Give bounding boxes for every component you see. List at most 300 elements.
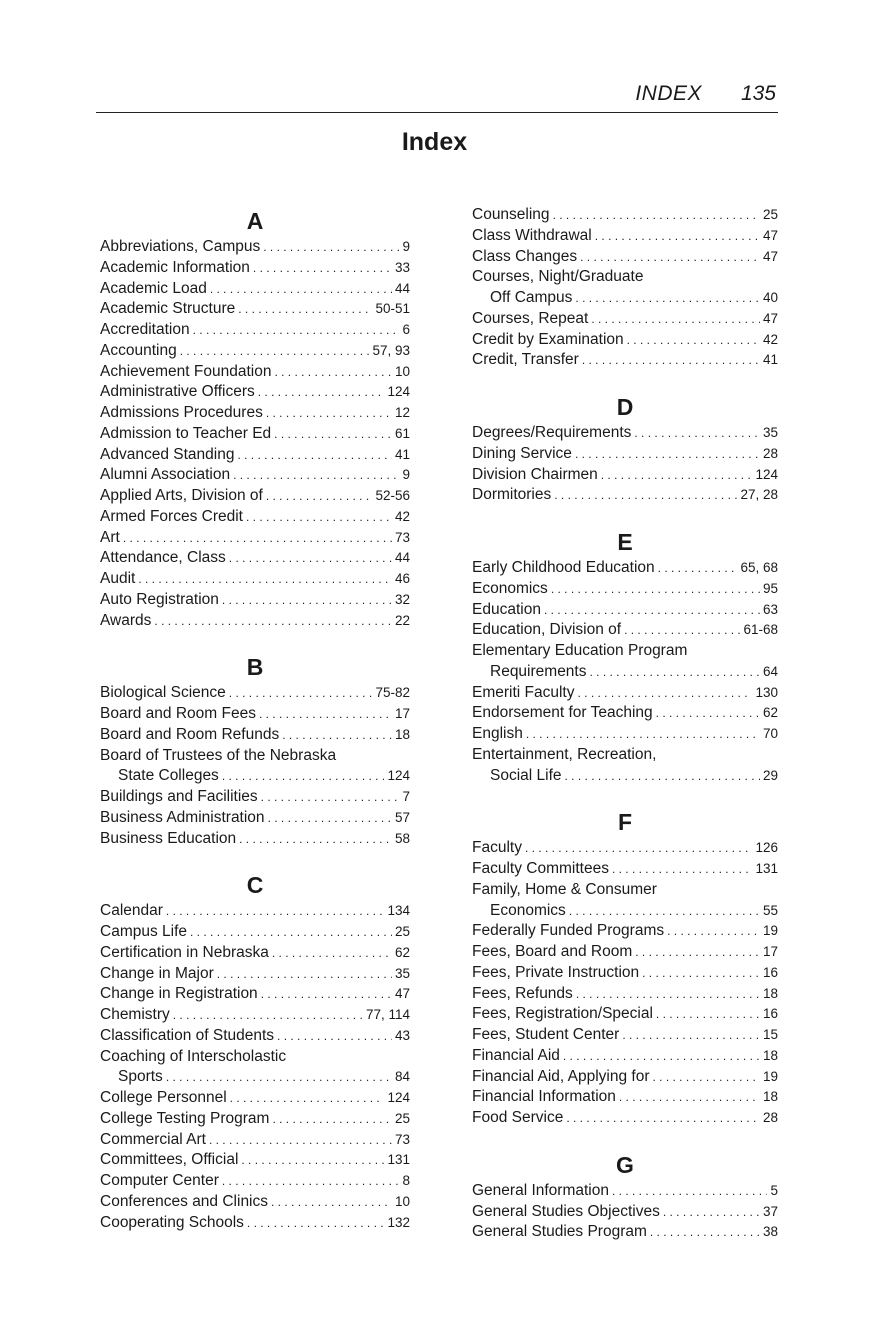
index-entry-label: Sports	[118, 1068, 163, 1086]
dot-leader	[272, 943, 392, 964]
dot-leader	[578, 683, 753, 704]
index-entry-label: Armed Forces Credit	[100, 507, 243, 525]
index-entry-label: Degrees/Requirements	[472, 424, 632, 441]
index-entry-pages: 10	[394, 363, 410, 379]
dot-leader	[565, 766, 760, 787]
index-entry-label: Chemistry	[100, 1006, 170, 1023]
index-entry	[472, 288, 778, 309]
index-entry-label: Economics	[490, 901, 566, 919]
index-entry	[100, 465, 410, 486]
index-entry-pages: 70	[762, 726, 778, 741]
index-entry-label: Federally Funded Programs	[472, 922, 665, 940]
index-entry	[472, 1202, 778, 1223]
dot-leader	[627, 330, 760, 351]
index-entry	[100, 1130, 410, 1151]
index-entry-pages: 58	[394, 830, 410, 846]
section-letter: E	[617, 529, 633, 555]
index-entry-pages: 124	[755, 466, 778, 482]
page-header	[96, 80, 778, 113]
index-entry	[472, 683, 778, 704]
index-entry-label: Credit, Transfer	[472, 351, 579, 369]
index-entry-label: Social Life	[490, 766, 562, 784]
index-entry-label: Credit by Examination	[472, 330, 624, 348]
index-entry	[100, 1067, 410, 1088]
dot-leader	[612, 859, 753, 880]
index-entry	[100, 507, 410, 528]
index-entry-pages: 25	[394, 924, 410, 939]
index-entry-label: Board and Room Refunds	[100, 725, 280, 743]
index-entry-label: Classification of Students	[100, 1026, 275, 1044]
index-entry	[100, 1150, 410, 1171]
index-entry-heading: Family, Home & Consumer	[472, 880, 657, 898]
dot-leader	[634, 423, 760, 444]
dot-leader	[239, 829, 392, 850]
index-entry	[100, 683, 410, 704]
dot-leader	[551, 579, 760, 600]
index-entry	[472, 766, 778, 787]
index-entry	[472, 703, 778, 724]
index-entry	[100, 922, 410, 943]
index-entry	[100, 984, 410, 1005]
dot-leader	[274, 362, 392, 383]
index-entry	[472, 1222, 778, 1243]
dot-leader	[266, 403, 392, 424]
index-entry-label: Faculty Committees	[472, 860, 609, 877]
index-entry-label: Business Administration	[100, 808, 265, 826]
index-entry	[100, 725, 410, 746]
index-entry	[472, 558, 778, 579]
index-entry	[472, 838, 778, 859]
index-entry-label: General Information	[472, 1181, 609, 1199]
index-entry	[100, 1088, 410, 1109]
index-entry	[472, 984, 778, 1005]
index-entry-pages: 47	[762, 248, 778, 264]
dot-leader	[667, 921, 760, 942]
index-entry	[472, 247, 778, 268]
dot-leader	[619, 1087, 760, 1108]
index-entry-heading: Elementary Education Program	[472, 642, 688, 659]
index-entry	[472, 859, 778, 880]
index-entry-pages: 8	[402, 1173, 410, 1188]
index-entry-label: Financial Aid, Applying for	[472, 1067, 650, 1085]
index-entry	[472, 1025, 778, 1046]
index-entry-pages: 63	[762, 601, 778, 617]
index-entry-pages: 18	[762, 985, 778, 1001]
index-entry-pages: 132	[387, 1214, 410, 1230]
dot-leader	[272, 1109, 392, 1130]
index-section	[472, 806, 778, 1129]
index-entry	[472, 1004, 778, 1025]
index-entry-pages: 28	[762, 1110, 778, 1125]
index-entry	[100, 445, 410, 466]
index-entry-label: Academic Information	[100, 258, 250, 276]
index-entry-label: Counseling	[472, 206, 550, 223]
index-entry-pages: 15	[762, 1027, 778, 1042]
index-entry-pages: 35	[394, 965, 410, 981]
index-entry-label: Class Changes	[472, 247, 578, 265]
section-letter: G	[616, 1151, 634, 1178]
index-entry	[100, 1171, 410, 1192]
index-entry-label: Campus Life	[100, 923, 188, 940]
dot-leader	[282, 725, 392, 746]
index-entry-pages: 16	[762, 964, 778, 980]
index-entry	[472, 350, 778, 371]
index-entry-pages: 28	[762, 445, 778, 461]
index-entry-pages: 18	[762, 1089, 778, 1105]
index-entry	[100, 237, 410, 258]
index-entry-label: Requirements	[490, 662, 587, 680]
index-entry-label: Audit	[100, 570, 136, 587]
index-entry	[100, 1109, 410, 1130]
dot-leader	[650, 1222, 760, 1243]
index-entry-pages: 62	[394, 944, 410, 960]
index-entry-pages: 33	[394, 259, 410, 275]
index-entry-pages: 44	[394, 280, 410, 296]
index-entry	[472, 662, 778, 683]
index-entry-label: Early Childhood Education	[472, 559, 655, 576]
index-entry-label: Fees, Student Center	[472, 1026, 620, 1043]
index-entry-pages: 75-82	[375, 685, 410, 701]
index-entry	[100, 548, 410, 569]
section-letter: F	[617, 809, 633, 836]
index-entry-label: Dining Service	[472, 444, 572, 462]
index-entry	[100, 403, 410, 424]
index-entry-label: Administrative Officers	[100, 383, 255, 401]
section-letter: A	[246, 208, 264, 234]
dot-leader	[576, 984, 760, 1005]
index-entry-pages: 124	[387, 768, 410, 784]
dot-leader	[624, 620, 740, 641]
dot-leader	[591, 309, 760, 330]
index-entry-pages: 17	[762, 944, 778, 959]
index-entry-pages: 57, 93	[372, 342, 410, 358]
index-entry-label: Board and Room Fees	[100, 705, 256, 722]
index-entry-pages: 5	[770, 1182, 778, 1198]
index-entry-pages: 61	[394, 425, 410, 441]
dot-leader	[193, 320, 400, 341]
dot-leader	[258, 382, 385, 403]
index-entry	[100, 1192, 410, 1213]
index-entry	[472, 423, 778, 444]
index-entry-pages: 124	[387, 384, 410, 400]
index-entry-pages: 22	[394, 612, 410, 628]
index-entry	[472, 620, 778, 641]
index-entry-label: Class Withdrawal	[472, 226, 592, 244]
index-entry-label: Applied Arts, Division of	[100, 487, 263, 504]
index-entry-pages: 43	[394, 1027, 410, 1043]
index-entry-pages: 40	[762, 290, 778, 305]
index-entry-heading: Entertainment, Recreation,	[472, 745, 657, 763]
index-entry-label: Achievement Foundation	[100, 362, 272, 380]
dot-leader	[241, 1150, 384, 1171]
dot-leader	[635, 942, 760, 963]
index-entry	[472, 226, 778, 247]
index-column-left	[100, 205, 410, 1253]
index-entry-label: Food Service	[472, 1109, 564, 1126]
index-entry-label: Financial Information	[472, 1088, 616, 1106]
index-entry-heading: Board of Trustees of the Nebraska	[100, 746, 337, 764]
dot-leader	[210, 279, 392, 300]
index-entry	[472, 1181, 778, 1202]
index-entry-label: College Testing Program	[100, 1109, 270, 1127]
dot-leader	[595, 226, 760, 247]
index-entry	[100, 943, 410, 964]
index-entry	[100, 964, 410, 985]
dot-leader	[575, 444, 760, 465]
index-entry-label: Fees, Board and Room	[472, 943, 633, 960]
index-entry-pages: 18	[762, 1047, 778, 1063]
index-entry-heading: Coaching of Interscholastic	[100, 1047, 287, 1065]
dot-leader	[222, 590, 392, 611]
index-entry-label: Awards	[100, 611, 152, 629]
index-entry-label: Fees, Private Instruction	[472, 963, 640, 981]
index-entry	[100, 766, 410, 787]
dot-leader	[222, 766, 385, 787]
index-entry	[100, 424, 410, 445]
index-entry-pages: 46	[394, 571, 410, 586]
index-entry	[472, 1046, 778, 1067]
index-entry	[472, 205, 778, 226]
index-entry	[472, 485, 778, 506]
dot-leader	[217, 964, 392, 985]
index-entry	[100, 382, 410, 403]
index-entry-label: Courses, Repeat	[472, 309, 589, 327]
index-entry	[472, 465, 778, 486]
index-entry-pages: 126	[755, 840, 778, 856]
dot-leader	[601, 465, 753, 486]
index-section	[100, 205, 410, 631]
dot-leader	[642, 963, 760, 984]
index-entry-pages: 47	[394, 986, 410, 1002]
index-entry-label: Attendance, Class	[100, 549, 226, 567]
dot-leader	[525, 838, 753, 859]
index-entry-pages: 29	[762, 767, 778, 783]
index-entry-pages: 62	[762, 705, 778, 721]
index-entry-label: Financial Aid	[472, 1046, 560, 1064]
section-letter: B	[246, 654, 264, 681]
dot-leader	[268, 808, 392, 829]
index-entry	[472, 921, 778, 942]
index-entry	[100, 341, 410, 362]
index-entry-pages: 55	[762, 902, 778, 918]
index-entry	[472, 579, 778, 600]
index-entry-pages: 61-68	[743, 622, 778, 638]
index-entry	[472, 1087, 778, 1108]
dot-leader	[253, 258, 392, 279]
index-entry-label: Commercial Art	[100, 1130, 206, 1148]
index-entry-label: Education	[472, 600, 541, 618]
index-entry-pages: 47	[762, 227, 778, 243]
index-entry-label: Academic Structure	[100, 300, 236, 318]
dot-leader	[553, 205, 760, 226]
index-entry-label: English	[472, 725, 523, 742]
index-entry	[100, 569, 410, 590]
index-entry-pages: 41	[762, 352, 778, 368]
index-entry-label: Change in Registration	[100, 985, 258, 1003]
dot-leader	[173, 1005, 363, 1026]
index-entry-pages: 64	[762, 663, 778, 679]
index-entry-label: Cooperating Schools	[100, 1213, 244, 1231]
dot-leader	[271, 1192, 392, 1213]
index-entry-label: Emeriti Faculty	[472, 683, 575, 701]
index-entry	[100, 808, 410, 829]
index-entry-pages: 52-56	[375, 488, 410, 503]
index-entry-pages: 47	[762, 310, 778, 326]
index-entry-label: Advanced Standing	[100, 445, 235, 463]
index-entry-pages: 124	[387, 1090, 410, 1105]
dot-leader	[263, 237, 399, 258]
index-entry-pages: 19	[762, 923, 778, 939]
index-entry-pages: 130	[755, 684, 778, 700]
index-entry-label: Calendar	[100, 902, 163, 920]
index-entry-pages: 42	[394, 508, 410, 524]
index-entry-label: Art	[100, 528, 120, 546]
index-entry-pages: 44	[394, 550, 410, 566]
index-entry	[100, 1026, 410, 1047]
dot-leader	[166, 1067, 392, 1088]
section-letter: D	[616, 394, 634, 420]
index-entry-label: Auto Registration	[100, 590, 219, 608]
dot-leader	[582, 350, 760, 371]
index-entry-pages: 16	[762, 1006, 778, 1022]
index-entry-pages: 131	[387, 1152, 410, 1168]
index-entry-label: Abbreviations, Campus	[100, 238, 261, 255]
index-entry	[100, 528, 410, 549]
index-entry	[472, 901, 778, 922]
index-entry-pages: 131	[755, 861, 778, 876]
index-section	[472, 1149, 778, 1243]
dot-leader	[154, 611, 392, 632]
index-entry-label: College Personnel	[100, 1089, 227, 1106]
dot-leader	[569, 901, 760, 922]
index-entry-label: General Studies Program	[472, 1223, 647, 1241]
index-entry-label: Biological Science	[100, 684, 226, 702]
dot-leader	[261, 984, 392, 1005]
index-entry	[472, 330, 778, 351]
index-section	[472, 391, 778, 506]
index-entry	[472, 444, 778, 465]
dot-leader	[138, 569, 392, 590]
index-entry-pages: 50-51	[375, 301, 410, 317]
dot-leader	[247, 1213, 385, 1234]
dot-leader	[246, 507, 392, 528]
index-entry-pages: 65, 68	[740, 560, 778, 575]
dot-leader	[209, 1130, 392, 1151]
page-number: 135	[740, 82, 776, 105]
dot-leader	[658, 558, 738, 579]
index-entry	[100, 320, 410, 341]
index-entry-pages: 134	[387, 903, 410, 919]
index-entry-label: Fees, Registration/Special	[472, 1005, 653, 1023]
dot-leader	[563, 1046, 760, 1067]
index-entry-pages: 9	[402, 239, 410, 254]
index-entry-label: Faculty	[472, 839, 522, 857]
index-entry-pages: 7	[402, 789, 410, 804]
index-entry	[100, 611, 410, 632]
index-entry	[100, 1213, 410, 1234]
index-entry	[472, 1067, 778, 1088]
index-entry-pages: 19	[762, 1068, 778, 1084]
dot-leader	[622, 1025, 760, 1046]
index-entry	[472, 724, 778, 745]
index-entry-pages: 73	[394, 1131, 410, 1147]
dot-leader	[229, 548, 392, 569]
index-entry-pages: 57	[394, 809, 410, 825]
dot-leader	[277, 1026, 392, 1047]
index-entry	[100, 787, 410, 808]
index-entry-pages: 77, 114	[365, 1007, 410, 1022]
index-entry	[100, 829, 410, 850]
index-entry-pages: 25	[394, 1110, 410, 1126]
dot-leader	[261, 787, 400, 808]
dot-leader	[656, 703, 760, 724]
running-title: INDEX	[635, 82, 702, 105]
index-entry-label: State Colleges	[118, 767, 219, 785]
dot-leader	[580, 247, 760, 268]
index-entry-label: Off Campus	[490, 289, 573, 306]
index-entry	[472, 963, 778, 984]
dot-leader	[166, 901, 385, 922]
dot-leader	[233, 465, 399, 486]
index-entry-label: General Studies Objectives	[472, 1202, 660, 1220]
index-entry-label: Committees, Official	[100, 1151, 239, 1169]
dot-leader	[566, 1108, 760, 1129]
index-entry-label: Alumni Association	[100, 466, 231, 484]
index-entry	[100, 704, 410, 725]
index-entry-label: Education, Division of	[472, 621, 622, 639]
dot-leader	[575, 288, 760, 309]
index-entry-label: Fees, Refunds	[472, 984, 573, 1002]
index-section	[100, 651, 410, 849]
index-entry-label: Buildings and Facilities	[100, 788, 258, 805]
index-entry	[100, 258, 410, 279]
index-entry-label: Certification in Nebraska	[100, 943, 269, 961]
index-entry-label: Dormitories	[472, 486, 552, 504]
index-entry-pages: 73	[394, 529, 410, 545]
dot-leader	[238, 299, 372, 320]
dot-leader	[544, 600, 760, 621]
dot-leader	[590, 662, 760, 683]
index-entry-pages: 27, 28	[740, 487, 778, 503]
dot-leader	[663, 1202, 760, 1223]
index-entry-label: Computer Center	[100, 1172, 219, 1189]
index-entry	[100, 590, 410, 611]
page-title: Index	[401, 128, 468, 156]
index-entry	[100, 901, 410, 922]
dot-leader	[274, 424, 392, 445]
dot-leader	[259, 704, 392, 725]
index-entry-label: Admissions Procedures	[100, 404, 263, 421]
index-entry	[100, 1005, 410, 1026]
dot-leader	[554, 485, 737, 506]
index-entry	[472, 1108, 778, 1129]
dot-leader	[266, 486, 373, 507]
dot-leader	[656, 1004, 760, 1025]
index-entry	[100, 362, 410, 383]
index-section	[472, 526, 778, 786]
index-entry-pages: 10	[394, 1193, 410, 1209]
index-entry-pages: 41	[394, 446, 410, 462]
index-entry-pages: 17	[394, 706, 410, 721]
index-section	[472, 205, 778, 371]
dot-leader	[180, 341, 370, 362]
index-entry-label: Conferences and Clinics	[100, 1192, 269, 1210]
index-entry-pages: 95	[762, 580, 778, 596]
index-entry-label: Economics	[472, 579, 548, 597]
index-entry-label: Business Education	[100, 829, 237, 847]
index-entry-label: Division Chairmen	[472, 465, 598, 483]
dot-leader	[230, 1088, 385, 1109]
